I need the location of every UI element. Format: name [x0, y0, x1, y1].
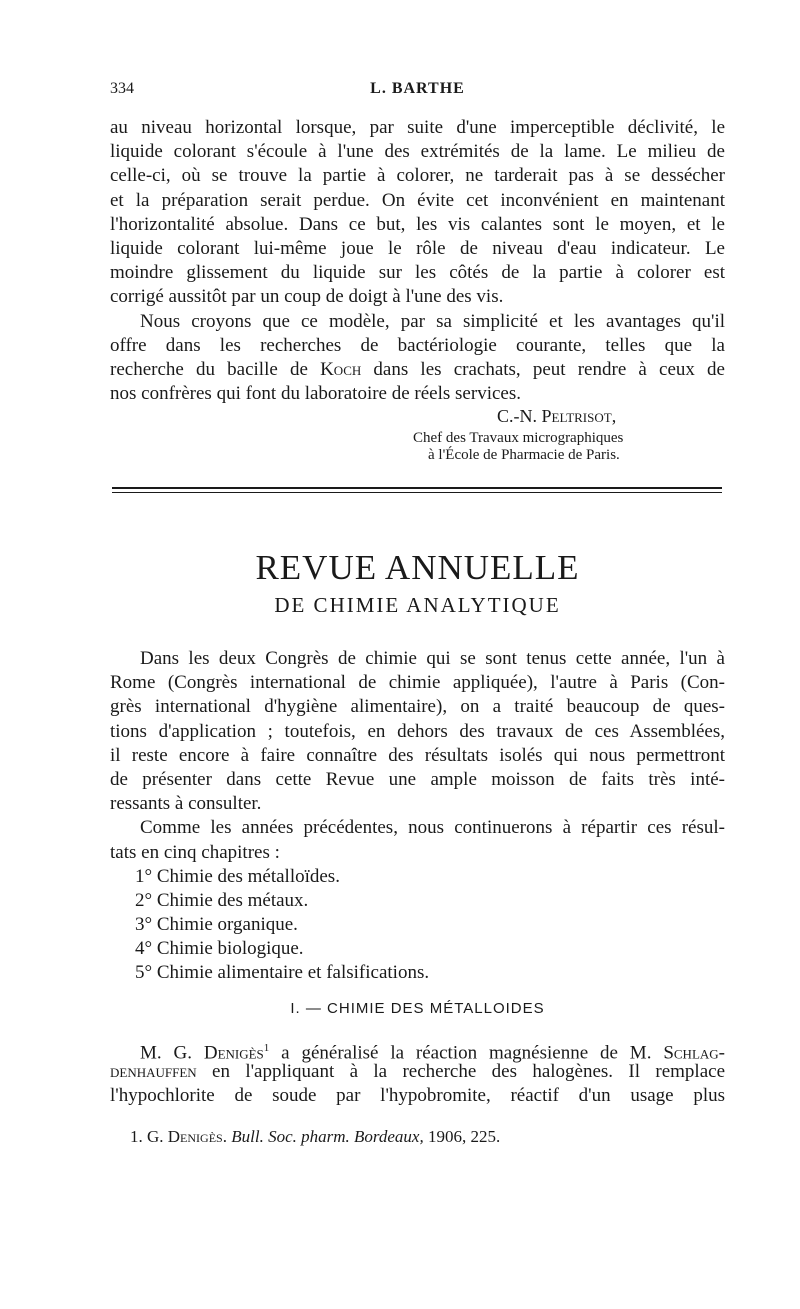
text-line: il reste encore à faire connaître des résultats isolés qui nous permettront — [110, 744, 725, 766]
text-line: corrigé aussitôt par un coup de doigt à l'une des vis. — [110, 286, 504, 308]
text-line: grès international d'hygiène alimentaire), on a traité beaucoup de ques- — [110, 696, 725, 718]
footnote-journal: Bull. Soc. pharm. Bordeaux, — [226, 1127, 424, 1146]
text-line: l'horizontalité absolue. Dans ce but, les vis calantes sont le moyen, et le — [110, 213, 725, 235]
text-segment: M. G. — [140, 1042, 204, 1064]
signature-affiliation: à l'École de Pharmacie de Paris. — [428, 447, 620, 463]
person-name: Schlag- — [663, 1042, 725, 1064]
divider-rule-thin — [112, 492, 722, 493]
chapter-item: 1° Chimie des métalloïdes. — [135, 865, 340, 887]
footnote — [130, 1127, 500, 1147]
footnote-marker: 1 — [263, 1042, 270, 1054]
text-line: l'hypochlorite de soude par l'hypobromite, réactif d'un usage plus — [110, 1085, 725, 1107]
text-line: ressants à consulter. — [110, 793, 262, 815]
chapter-item: 5° Chimie alimentaire et falsifications. — [135, 962, 430, 984]
chapter-item: 4° Chimie biologique. — [135, 938, 304, 960]
section-paragraph — [110, 1036, 725, 1109]
text-line: tats en cinq chapitres : — [110, 841, 280, 863]
person-name: Koch — [320, 358, 362, 380]
text-segment: dans les crachats, peut rendre à ceux de — [361, 358, 725, 380]
person-name: Denigès — [203, 1042, 264, 1064]
divider-rule — [112, 487, 722, 489]
paragraph-continuation — [110, 116, 725, 406]
text-line: tions d'application ; toutefois, en dehors des travaux de ces Assemblées, — [110, 720, 725, 742]
text-line — [110, 1036, 725, 1064]
article-subtitle: DE CHIMIE ANALYTIQUE — [274, 593, 561, 617]
text-segment: a généralisé la réaction magnésienne de M. — [269, 1042, 664, 1064]
text-line: Nous croyons que ce modèle, par sa simplicité et les avantages qu'il — [140, 310, 725, 332]
text-segment: recherche du bacille de — [110, 358, 321, 380]
footnote-number: 1. G. — [130, 1127, 168, 1146]
intro-paragraphs — [110, 647, 725, 986]
text-line: nos confrères qui font du laboratoire de réels services. — [110, 383, 521, 405]
text-line: celle-ci, où se trouve la partie à colorer, ne tarderait pas à se dessécher — [110, 165, 725, 187]
text-line: Comme les années précédentes, nous continuerons à répartir ces résul- — [140, 817, 725, 839]
signature-name — [497, 406, 616, 427]
person-name: denhauffen — [110, 1061, 197, 1083]
footnote-reference: 1906, 225. — [423, 1127, 501, 1146]
signature-title: Chef des Travaux micrographiques — [413, 430, 624, 446]
text-line: Rome (Congrès international de chimie appliquée), l'autre à Paris (Con- — [110, 672, 725, 694]
text-line: au niveau horizontal lorsque, par suite d'une imperceptible déclivité, le — [110, 117, 725, 138]
page-number: 334 — [110, 80, 134, 97]
text-line — [110, 358, 725, 382]
text-line: Dans les deux Congrès de chimie qui se sont tenus cette année, l'un à — [140, 648, 725, 669]
text-line: liquide colorant lui-même joue le rôle de niveau d'eau indicateur. Le — [110, 237, 725, 259]
page-header — [110, 80, 725, 102]
text-segment: en l'appliquant à la recherche des halogènes. Il remplace — [196, 1061, 725, 1083]
section-heading: I. — CHIMIE DES MÉTALLOIDES — [290, 1000, 545, 1017]
article-title: REVUE ANNUELLE — [255, 548, 580, 587]
text-line: de présenter dans cette Revue une ample moisson de faits très inté- — [110, 768, 725, 790]
text-line: moindre glissement du liquide sur les côtés de la partie à colorer est — [110, 262, 725, 284]
signature-surname: Peltrisot, — [541, 406, 617, 426]
running-title: L. BARTHE — [370, 80, 465, 97]
footnote-author: Denigès. — [167, 1127, 227, 1146]
text-line: et la préparation serait perdue. On évite cet inconvénient en maintenant — [110, 189, 725, 211]
text-line: offre dans les recherches de bactériologie courante, telles que la — [110, 334, 725, 356]
text-line — [110, 1060, 725, 1084]
chapter-item: 3° Chimie organique. — [135, 914, 298, 936]
signature-initials: C.-N. — [497, 406, 542, 426]
chapter-item: 2° Chimie des métaux. — [135, 889, 309, 911]
text-line: liquide colorant s'écoule à l'une des extrémités de la lame. Le milieu de — [110, 141, 725, 163]
